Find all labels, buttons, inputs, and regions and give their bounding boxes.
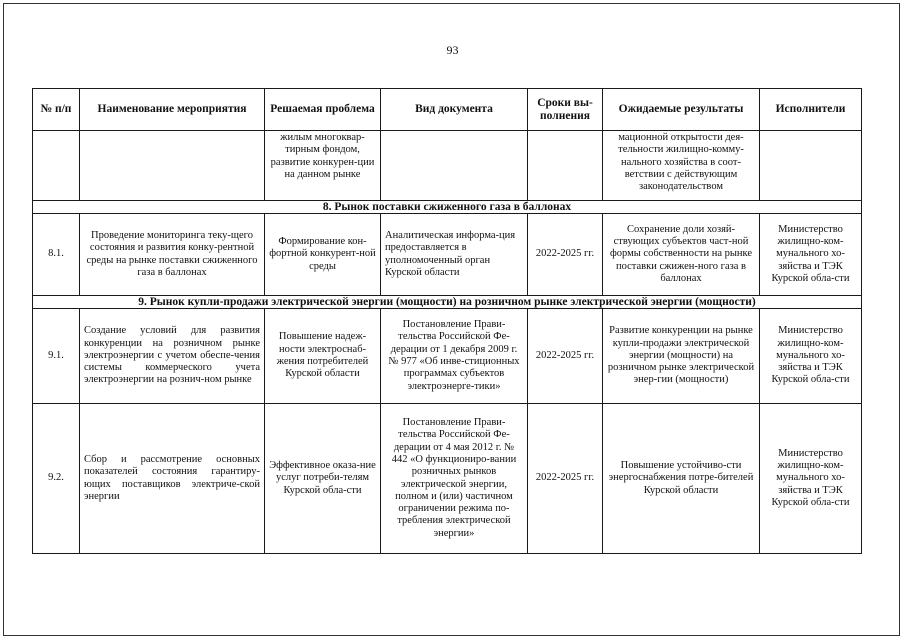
- header-terms: Сроки вы-полнения: [528, 89, 603, 131]
- measure-terms: 2022-2025 гг.: [528, 214, 603, 296]
- measure-doc: Постановление Прави-тельства Российской Фе-дерации от 4 мая 2012 г. № 442 «О функциониро-вании розничных рынков электрической энергии, полном и (или) частичном ограничении режима по-требления электрической энергии»: [381, 404, 528, 554]
- row-num: 8.1.: [33, 214, 80, 296]
- header-doc: Вид документа: [381, 89, 528, 131]
- continuation-row: [33, 131, 862, 201]
- header-executors: Исполнители: [760, 89, 862, 131]
- measure-executors: Министерство жилищно-ком-мунального хо-зяйства и ТЭК Курской обла-сти: [760, 214, 862, 296]
- measure-results: Повышение устойчиво-сти энергоснабжения потре-бителей Курской области: [603, 404, 760, 554]
- measure-name: Проведение мониторинга теку-щего состояния и развития конку-рентной среды на рынке поставки сжиженного газа в баллонах: [80, 214, 265, 296]
- measure-problem: Эффективное оказа-ние услуг потреби-телям Курской обла-сти: [265, 404, 381, 554]
- header-name: Наименование мероприятия: [80, 89, 265, 131]
- measure-doc: Аналитическая информа-ция предоставляется в уполномоченный орган Курской области: [381, 214, 528, 296]
- header-results: Ожидаемые результаты: [603, 89, 760, 131]
- section-row: [33, 201, 862, 214]
- measure-terms: 2022-2025 гг.: [528, 309, 603, 404]
- measure-problem: Повышение надеж-ности электроснаб-жения потребителей Курской области: [265, 309, 381, 404]
- section-8-title: 8. Рынок поставки сжиженного газа в баллонах: [33, 201, 862, 214]
- header-problem: Решаемая проблема: [265, 89, 381, 131]
- measure-executors: Министерство жилищно-ком-мунального хо-зяйства и ТЭК Курской обла-сти: [760, 404, 862, 554]
- row-num: 9.2.: [33, 404, 80, 554]
- section-9-title: 9. Рынок купли-продажи электрической энергии (мощности) на розничном рынке электрической энергии (мощности): [33, 296, 862, 309]
- measure-doc: Постановление Прави-тельства Российской Фе-дерации от 1 декабря 2009 г. № 977 «Об инве-стиционных программах субъектов электроэнерге-тики»: [381, 309, 528, 404]
- measure-results: Сохранение доли хозяй-ствующих субъектов част-ной формы собственности на рынке поставки сжижен-ного газа в баллонах: [603, 214, 760, 296]
- table-row: [33, 214, 862, 296]
- measure-name: Сбор и рассмотрение основных показателей состояния гарантиру-ющих поставщиков электриче-ской энергии: [80, 404, 265, 554]
- table-row: [33, 404, 862, 554]
- continuation-results: мационной открытости дея-тельности жилищно-комму-нального хозяйства в соот-ветствии с действующим законодательством: [603, 131, 760, 201]
- row-num: 9.1.: [33, 309, 80, 404]
- measure-problem: Формирование кон-фортной конкурент-ной среды: [265, 214, 381, 296]
- measure-results: Развитие конкуренции на рынке купли-продажи электрической энергии (мощности) на розничном рынке электрической энер-гии (мощности): [603, 309, 760, 404]
- header-row: [33, 89, 862, 131]
- measure-executors: Министерство жилищно-ком-мунального хо-зяйства и ТЭК Курской обла-сти: [760, 309, 862, 404]
- section-row: [33, 296, 862, 309]
- measure-terms: 2022-2025 гг.: [528, 404, 603, 554]
- header-num: № п/п: [33, 89, 80, 131]
- measures-table: [32, 88, 862, 554]
- table-row: [33, 309, 862, 404]
- measure-name: Создание условий для развития конкуренции на розничном рынке электроэнергии с учетом обеспе-чения системы коммерческого учета электроэнергии на рознич-ном рынке: [80, 309, 265, 404]
- page-number: 93: [446, 43, 459, 57]
- continuation-problem: жилым многоквар-тирным фондом, развитие конкурен-ции на данном рынке: [265, 131, 381, 201]
